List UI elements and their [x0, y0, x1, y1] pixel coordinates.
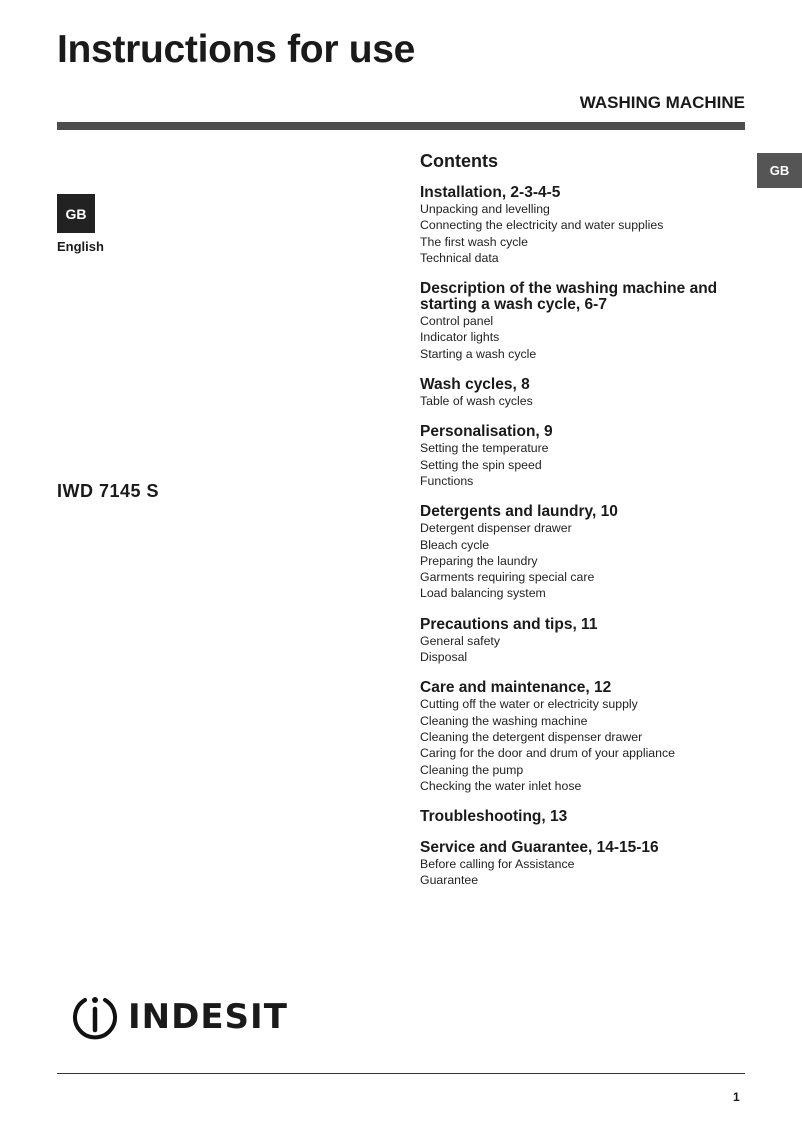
contents-section	[420, 504, 750, 601]
section-item: Checking the water inlet hose	[420, 778, 582, 793]
section-item: Setting the temperature	[420, 441, 549, 456]
section-heading: Personalisation, 9	[420, 423, 553, 441]
model-number: IWD 7145 S	[57, 481, 160, 501]
contents-section	[420, 809, 750, 825]
section-item: Before calling for Assistance	[420, 857, 575, 872]
section-item: Bleach cycle	[420, 537, 490, 552]
section-item: Indicator lights	[420, 330, 500, 345]
contents-section	[420, 617, 750, 666]
language-label: English	[57, 239, 104, 254]
language-code-badge: GB	[57, 194, 95, 233]
section-heading: Care and maintenance, 12	[420, 679, 612, 697]
footer-divider	[57, 1073, 745, 1074]
section-item: Cleaning the pump	[420, 762, 524, 777]
language-side-tab: GB	[757, 153, 802, 188]
section-item: Guarantee	[420, 873, 479, 888]
document-title: Instructions for use	[57, 28, 416, 71]
section-item: Control panel	[420, 314, 494, 329]
table-of-contents	[420, 151, 750, 904]
section-heading: Description of the washing machine and starting a wash cycle, 6-7	[420, 280, 718, 314]
section-heading: Precautions and tips, 11	[420, 615, 598, 633]
contents-section	[420, 377, 750, 409]
section-item: Detergent dispenser drawer	[420, 521, 572, 536]
section-item: Garments requiring special care	[420, 570, 595, 585]
section-item: Disposal	[420, 650, 468, 665]
section-item: Setting the spin speed	[420, 457, 542, 472]
section-heading: Wash cycles, 8	[420, 376, 530, 394]
section-item: Starting a wash cycle	[420, 346, 537, 361]
section-item: Cleaning the washing machine	[420, 713, 588, 728]
section-item: Cutting off the water or electricity supply	[420, 697, 638, 712]
contents-section	[420, 680, 750, 794]
section-item: Connecting the electricity and water supplies	[420, 218, 664, 233]
contents-section	[420, 840, 750, 889]
page-number: 1	[733, 1090, 740, 1104]
section-item: Table of wash cycles	[420, 394, 533, 409]
product-type: WASHING MACHINE	[579, 93, 745, 112]
section-heading: Installation, 2-3-4-5	[420, 184, 561, 201]
section-item: Cleaning the detergent dispenser drawer	[420, 729, 643, 744]
section-item: General safety	[420, 633, 500, 648]
section-item: Load balancing system	[420, 586, 546, 601]
section-heading: Service and Guarantee, 14-15-16	[420, 839, 659, 857]
header-divider	[57, 122, 745, 130]
section-heading: Detergents and laundry, 10	[420, 503, 618, 521]
section-item: Unpacking and levelling	[420, 202, 550, 216]
contents-section	[420, 424, 750, 489]
section-item: Caring for the door and drum of your appliance	[420, 746, 675, 761]
contents-title: Contents	[420, 151, 498, 171]
section-item: Functions	[420, 473, 474, 488]
contents-section	[420, 185, 750, 266]
brand-logo	[70, 992, 288, 1042]
indesit-power-icon	[70, 992, 120, 1042]
section-item: The first wash cycle	[420, 234, 528, 249]
brand-name: INDESIT	[128, 997, 288, 1037]
section-heading: Troubleshooting, 13	[420, 808, 568, 826]
section-item: Technical data	[420, 250, 499, 265]
contents-section	[420, 281, 750, 362]
section-item: Preparing the laundry	[420, 553, 538, 568]
